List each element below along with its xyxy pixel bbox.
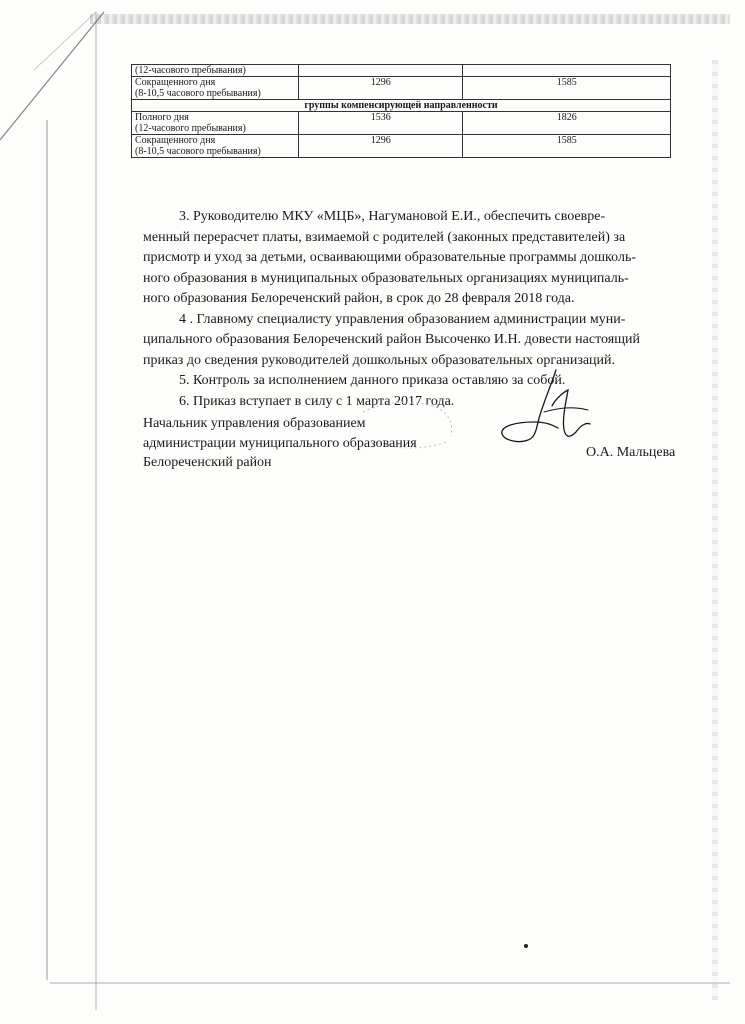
signatory-name: О.А. Мальцева <box>586 445 676 460</box>
text-line: приказ до сведения руководителей дошкольных образовательных организаций. <box>143 352 616 368</box>
table-cell-label: Сокращенного дня (8-10,5 часового пребывания) <box>132 77 299 100</box>
table-row <box>132 135 671 158</box>
text-line: менный перерасчет платы, взимаемой с родителей (законных представителей) за <box>143 229 626 245</box>
position-line: Начальник управления образованием <box>143 416 366 431</box>
position-line: Белореченский район <box>143 455 272 470</box>
table-cell-value: 1296 <box>299 135 463 158</box>
position-line: администрации муниципального образования <box>143 435 417 451</box>
scan-speck <box>524 944 528 948</box>
text-line: ного образования Белореченский район, в срок до 28 февраля 2018 года. <box>143 291 575 306</box>
table-cell-value: 1296 <box>299 77 463 100</box>
paragraph-4 <box>143 310 683 372</box>
table-cell-value: 1826 <box>463 112 671 135</box>
table-group-row <box>132 100 671 112</box>
table-group-heading: группы компенсирующей направленности <box>132 100 671 112</box>
table-row <box>132 77 671 100</box>
text-line: присмотр и уход за детьми, осваивающими образовательные программы дошколь- <box>143 250 636 265</box>
table-cell-value <box>463 65 671 77</box>
paragraph-3 <box>143 207 683 310</box>
text-line: 4 . Главному специалисту управления образованием администрации муни- <box>179 311 626 327</box>
table-cell-value: 1585 <box>463 135 671 158</box>
table-cell-value <box>299 65 463 77</box>
table-row <box>132 112 671 135</box>
table-cell-label: Сокращенного дня (8-10,5 часового пребывания) <box>132 135 299 158</box>
paragraph-6: 6. Приказ вступает в силу с 1 марта 2017 года. <box>179 393 455 409</box>
fee-table <box>131 64 671 158</box>
text-line: ного образования в муниципальных образовательных организациях муниципаль- <box>143 270 629 286</box>
table-cell-value: 1585 <box>463 77 671 100</box>
handwritten-signature <box>498 366 608 456</box>
table-cell-label: (12-часового пребывания) <box>132 65 299 77</box>
table-row <box>132 65 671 77</box>
table-cell-value: 1536 <box>299 112 463 135</box>
text-line: ципального образования Белореченский район Высоченко И.Н. довести настоящий <box>143 332 640 347</box>
table-cell-label: Полного дня (12-часового пребывания) <box>132 112 299 135</box>
signatory-position <box>143 414 473 473</box>
text-line: 3. Руководителю МКУ «МЦБ», Нагумановой Е.И., обеспечить своевре- <box>179 209 606 224</box>
paragraph-5: 5. Контроль за исполнением данного приказа оставляю за собой. <box>179 373 566 388</box>
